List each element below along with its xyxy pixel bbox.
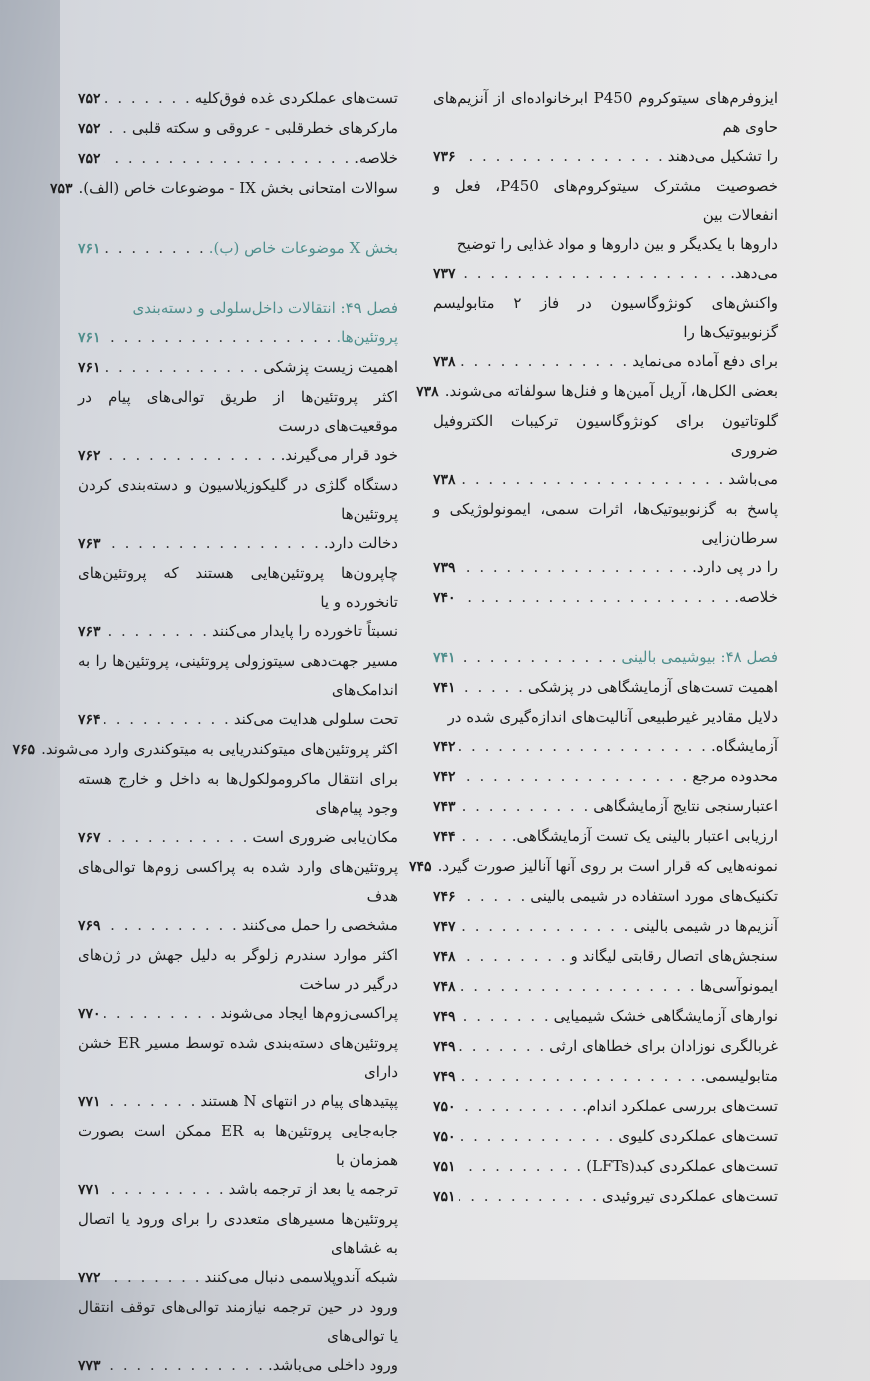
- page-number: ۷۵۱: [433, 1159, 456, 1175]
- toc-entry: [78, 144, 398, 174]
- toc-entry-title: تست‌های عملکردی تیروئیدی: [601, 1187, 778, 1205]
- toc-right-column: [409, 84, 778, 1212]
- page-number: ۷۵۰: [433, 1099, 456, 1115]
- toc-entry: [433, 495, 778, 583]
- toc-entry-title: نسبتاً تاخورده را پایدار می‌کنند: [211, 622, 398, 640]
- toc-entry-text: چاپرون‌ها پروتئین‌هایی هستند که پروتئین‌های تانخورده و یا: [78, 564, 398, 611]
- toc-entry: [433, 673, 778, 703]
- page-number: ۷۶۹: [78, 918, 101, 934]
- page-number: ۷۴۹: [433, 1009, 456, 1025]
- toc-entry-title: تحت سلولی هدایت می‌کند: [233, 710, 398, 728]
- leader-dots: [104, 823, 250, 852]
- toc-entry-text: پاسخ به گزنوبیوتیک‌ها، اثرات سمی، ایمونولوژیکی و سرطان‌زایی: [433, 500, 778, 547]
- toc-entry-text: داروها با یکدیگر و بین داروها و مواد غذایی را توضیح: [456, 235, 778, 253]
- page-number: ۷۷۰: [78, 1006, 101, 1022]
- toc-entry: [433, 703, 778, 762]
- toc-entry: [12, 735, 398, 765]
- toc-entry-title: خلاصه.: [734, 588, 778, 606]
- page-number: ۷۴۴: [433, 829, 456, 845]
- toc-entry-title: خود قرار می‌گیرند.: [280, 446, 398, 464]
- leader-dots: [104, 705, 231, 734]
- toc-entry-title: بخش X موضوعات خاص (ب).: [208, 239, 398, 257]
- toc-entry: [433, 762, 778, 792]
- leader-dots: [459, 972, 697, 1001]
- toc-entry-text: پروتئین‌ها مسیرهای متعددی را برای ورود یا اتصال به غشاهای: [78, 1210, 398, 1257]
- toc-entry-text: برای انتقال ماکرومولکول‌ها به داخل و خارج هسته وجود پیام‌های: [78, 770, 398, 817]
- page-number: ۷۳۸: [433, 354, 456, 370]
- page-number: ۷۴۶: [433, 889, 456, 905]
- toc-entry-title: می‌باشد: [728, 470, 778, 488]
- toc-entry: [433, 882, 778, 912]
- toc-entry-title: فصل ۴۸: بیوشیمی بالینی: [621, 648, 778, 666]
- toc-entry-title: سوالات امتحانی بخش IX - موضوعات خاص (الف).: [78, 179, 398, 197]
- page-number: ۷۵۲: [78, 91, 101, 107]
- section-gap: [78, 264, 398, 294]
- toc-entry-title: اهمیت تست‌های آزمایشگاهی در پزشکی: [527, 678, 778, 696]
- leader-dots: [104, 911, 239, 940]
- toc-entry: [78, 1029, 398, 1117]
- leader-dots: [104, 144, 352, 173]
- toc-entry: [433, 972, 778, 1002]
- toc-entry: [78, 941, 398, 1029]
- leader-dots: [459, 643, 619, 672]
- page-number: ۷۴۱: [433, 680, 456, 696]
- toc-entry-text: دستگاه گلژی در گلیکوزیلاسیون و دسته‌بندی کردن پروتئین‌ها: [78, 476, 398, 523]
- toc-entry: [433, 583, 778, 613]
- toc-entry-title: مکان‌یابی ضروری است: [252, 828, 398, 846]
- leader-dots: [459, 762, 690, 791]
- page-number: ۷۷۱: [78, 1094, 101, 1110]
- page-number: ۷۴۲: [433, 739, 456, 755]
- toc-entry-title: متابولیسمی.: [700, 1067, 778, 1085]
- toc-entry-title: دخالت دارد.: [323, 534, 398, 552]
- toc-entry: [78, 1293, 398, 1381]
- leader-dots: [459, 673, 525, 702]
- leader-dots: [104, 353, 261, 382]
- toc-entry-title: اهمیت زیست پزشکی: [263, 358, 398, 376]
- page-number: ۷۳۸: [433, 472, 456, 488]
- toc-entry-text: ورود در حین ترجمه نیازمند توالی‌های توقف انتقال یا توالی‌های: [78, 1298, 398, 1345]
- page-number: ۷۵۱: [433, 1189, 456, 1205]
- leader-dots: [459, 553, 690, 582]
- toc-entry: [433, 1062, 778, 1092]
- page-number: ۷۶۴: [78, 712, 101, 728]
- toc-entry: [416, 377, 778, 407]
- toc-entry: [433, 289, 778, 377]
- toc-entry-title: برای دفع آماده می‌نماید: [632, 352, 778, 370]
- toc-entry: [433, 1032, 778, 1062]
- toc-entry-title: تست‌های بررسی عملکرد اندام.: [582, 1097, 778, 1115]
- toc-entry-title: نمونه‌هایی که قرار است بر روی آنها آنالیز صورت گیرد.: [437, 857, 778, 875]
- leader-dots: [459, 1002, 551, 1031]
- page-number: ۷۴۰: [433, 590, 456, 606]
- toc-entry-title: تست‌های عملکردی غده فوق‌کلیه: [194, 89, 398, 107]
- leader-dots: [104, 529, 321, 558]
- toc-entry-title: خلاصه.: [354, 149, 398, 167]
- toc-entry: [433, 1122, 778, 1152]
- leader-dots: [459, 1092, 580, 1121]
- toc-chapter-heading: [433, 643, 778, 673]
- page-number: ۷۳۸: [416, 384, 439, 400]
- toc-entry-title: بعضی الکل‌ها، آریل آمین‌ها و فنل‌ها سولفاته می‌شوند.: [444, 382, 778, 400]
- toc-entry: [78, 471, 398, 559]
- leader-dots: [459, 1152, 584, 1181]
- page-number: ۷۵۰: [433, 1129, 456, 1145]
- toc-entry-title: اکثر پروتئین‌های میتوکندریایی به میتوکندری وارد می‌شوند.: [41, 740, 398, 758]
- leader-dots: [104, 114, 129, 143]
- page-number: ۷۷۲: [78, 1270, 101, 1286]
- page-number: ۷۴۹: [433, 1069, 456, 1085]
- toc-entry-title: مارکرهای خطرقلبی - عروقی و سکته قلبی: [131, 119, 398, 137]
- toc-entry: [433, 1002, 778, 1032]
- page-number: ۷۴۸: [433, 949, 456, 965]
- toc-entry-title: تست‌های عملکردی کبد(LFTs): [586, 1157, 778, 1175]
- toc-entry-text: ایزوفرم‌های سیتوکروم P450 ابرخانواده‌ای از آنزیم‌های حاوی هم: [433, 89, 778, 136]
- toc-entry: [433, 407, 778, 495]
- leader-dots: [104, 1263, 202, 1292]
- toc-entry: [78, 383, 398, 471]
- section-gap: [78, 204, 398, 234]
- toc-entry: [433, 942, 778, 972]
- toc-entry-title: شبکه آندوپلاسمی دنبال می‌کنند: [204, 1268, 398, 1286]
- page-number: ۷۳۹: [433, 560, 456, 576]
- leader-dots: [459, 1032, 547, 1061]
- leader-dots: [459, 465, 726, 494]
- toc-entry-text: مسیر جهت‌دهی سیتوزولی پروتئینی، پروتئین‌ها را به اندامک‌های: [78, 652, 398, 699]
- page-number: ۷۶۲: [78, 448, 101, 464]
- toc-entry-title: ترجمه یا بعد از ترجمه باشد: [228, 1180, 398, 1198]
- page-number: ۷۴۷: [433, 919, 456, 935]
- toc-entry: [433, 792, 778, 822]
- leader-dots: [459, 583, 732, 612]
- toc-entry-title: آنزیم‌ها در شیمی بالینی: [633, 917, 778, 935]
- page-number: ۷۴۳: [433, 799, 456, 815]
- toc-entry: [433, 84, 778, 172]
- leader-dots: [459, 1182, 599, 1211]
- toc-entry-title: آزمایشگاه.: [710, 737, 778, 755]
- toc-entry-title: پروتئین‌ها.: [336, 328, 398, 346]
- page-number: ۷۴۲: [433, 769, 456, 785]
- page-number: ۷۶۷: [78, 830, 101, 846]
- toc-entry-title: پپتیدهای پیام در انتهای N هستند: [200, 1092, 398, 1110]
- toc-entry: [78, 353, 398, 383]
- leader-dots: [104, 84, 192, 113]
- toc-entry: [433, 1092, 778, 1122]
- leader-dots: [459, 142, 665, 171]
- toc-entry: [409, 852, 778, 882]
- leader-dots: [459, 347, 630, 376]
- leader-dots: [104, 999, 218, 1028]
- page-number: ۷۶۳: [78, 536, 101, 552]
- page-number: ۷۷۱: [78, 1182, 101, 1198]
- page-number: ۷۴۱: [433, 650, 456, 666]
- toc-left-column: [12, 84, 398, 1381]
- toc-entry-title: پراکسی‌زوم‌ها ایجاد می‌شوند: [220, 1004, 398, 1022]
- toc-entry-title: ایمونوآسی‌ها: [699, 977, 778, 995]
- page-number: ۷۴۹: [433, 1039, 456, 1055]
- toc-entry-text: واکنش‌های کونژوگاسیون در فاز ۲ متابولیسم گزنوبیوتیک‌ها را: [433, 294, 778, 341]
- leader-dots: [104, 1351, 265, 1380]
- toc-entry-text: دلایل مقادیر غیرطبیعی آنالیت‌های اندازه‌گیری شده در: [447, 708, 778, 726]
- toc-entry-text: اکثر موارد سندرم زلوگر به دلیل جهش در ژن‌های درگیر در ساخت: [78, 946, 398, 993]
- toc-entry: [78, 765, 398, 853]
- page-number: ۷۶۵: [12, 742, 36, 758]
- leader-dots: [104, 441, 278, 470]
- page-number: ۷۶۱: [78, 330, 101, 346]
- toc-entry: [433, 1182, 778, 1212]
- toc-entry-text: اکثر پروتئین‌ها از طریق توالی‌های پیام در موقعیت‌های درست: [78, 388, 398, 435]
- page-number: ۷۴۵: [409, 859, 432, 875]
- page-number: ۷۷۳: [78, 1358, 101, 1374]
- toc-entry-title: ورود داخلی می‌باشد.: [267, 1356, 398, 1374]
- leader-dots: [104, 1175, 226, 1204]
- toc-entry-text: خصوصیت مشترک سیتوکروم‌های P450، فعل و انفعالات بین: [433, 177, 778, 224]
- leader-dots: [459, 942, 568, 971]
- page-number: ۷۵۲: [78, 121, 101, 137]
- page-number: ۷۳۷: [433, 266, 456, 282]
- page-number: ۷۳۶: [433, 149, 456, 165]
- toc-entry-text: گلوتاتیون برای کونژوگاسیون ترکیبات الکتروفیل ضروری: [433, 412, 778, 459]
- leader-dots: [459, 1122, 616, 1151]
- toc-entry-title: تست‌های عملکردی کلیوی: [618, 1127, 778, 1145]
- leader-dots: [459, 732, 708, 761]
- toc-entry: [78, 647, 398, 735]
- toc-entry: [78, 84, 398, 114]
- toc-entry-title: غربالگری نوزادان برای خطاهای ارثی: [549, 1037, 778, 1055]
- toc-entry: [78, 559, 398, 647]
- toc-entry: [78, 1117, 398, 1205]
- leader-dots: [104, 323, 334, 352]
- toc-entry-title: مشخصی را حمل می‌کنند: [241, 916, 398, 934]
- leader-dots: [104, 617, 209, 646]
- page-number: ۷۵۲: [78, 151, 101, 167]
- page-number: ۷۶۳: [78, 624, 101, 640]
- toc-entry-title: را در پی دارد.: [692, 558, 778, 576]
- leader-dots: [459, 259, 728, 288]
- leader-dots: [459, 1062, 698, 1091]
- section-gap: [433, 613, 778, 643]
- leader-dots: [459, 912, 631, 941]
- toc-chapter-heading: [78, 234, 398, 264]
- toc-entry-title: ارزیابی اعتبار بالینی یک تست آزمایشگاهی.: [511, 827, 778, 845]
- toc-entry-title: می‌دهد.: [730, 264, 778, 282]
- toc-entry-text: جابه‌جایی پروتئین‌ها به ER ممکن است بصورت همزمان با: [78, 1122, 398, 1169]
- toc-entry: [433, 822, 778, 852]
- toc-entry: [78, 853, 398, 941]
- leader-dots: [459, 792, 591, 821]
- leader-dots: [104, 1087, 198, 1116]
- toc-entry-text: فصل ۴۹: انتقالات داخل‌سلولی و دسته‌بندی: [132, 299, 398, 317]
- toc-entry-title: اعتبارسنجی نتایج آزمایشگاهی: [593, 797, 778, 815]
- page-number: ۷۶۱: [78, 241, 101, 257]
- toc-entry-title: محدوده مرجع: [692, 767, 778, 785]
- page-number: ۷۴۸: [433, 979, 456, 995]
- toc-entry: [78, 114, 398, 144]
- toc-entry-title: تکنیک‌های مورد استفاده در شیمی بالینی: [530, 887, 778, 905]
- toc-chapter-heading: [78, 294, 398, 353]
- leader-dots: [459, 882, 528, 911]
- toc-entry: [433, 1152, 778, 1182]
- toc-entry: [433, 172, 778, 289]
- page-number: ۷۶۱: [78, 360, 101, 376]
- toc-entry-text: پروتئین‌های دسته‌بندی شده توسط مسیر ER خشن دارای: [78, 1034, 398, 1081]
- toc-entry-title: را تشکیل می‌دهند: [667, 147, 778, 165]
- toc-entry-text: پروتئین‌های وارد شده به پراکسی زوم‌ها توالی‌های هدف: [78, 858, 398, 905]
- page-number: ۷۵۳: [49, 181, 73, 197]
- leader-dots: [459, 822, 509, 851]
- leader-dots: [104, 234, 206, 263]
- toc-entry: [433, 912, 778, 942]
- toc-entry-title: نوارهای آزمایشگاهی خشک شیمیایی: [553, 1007, 778, 1025]
- toc-entry-title: سنجش‌های اتصال رقابتی لیگاند و: [570, 947, 778, 965]
- toc-entry: [49, 174, 398, 204]
